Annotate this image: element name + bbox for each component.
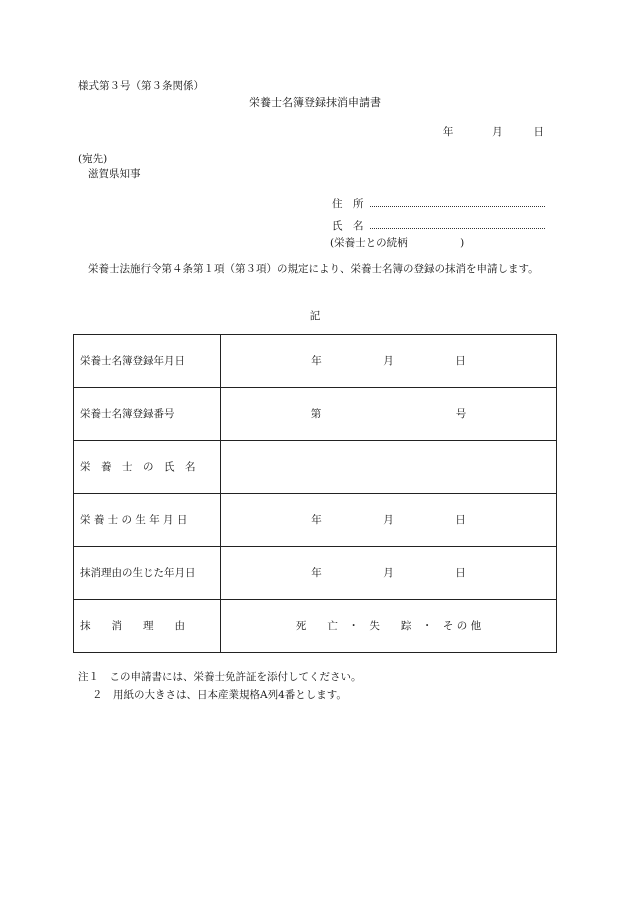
ki-heading: 記: [309, 310, 321, 322]
body-text: 栄養士法施行令第４条第１項（第３項）の規定により、栄養士名簿の登録の抹消を申請します。: [88, 263, 539, 275]
month-mark: 月: [383, 566, 394, 579]
year-mark: 年: [311, 566, 322, 579]
month-mark: 月: [383, 354, 394, 367]
birth-date-cell[interactable]: [221, 494, 557, 547]
row-label: 栄養士名簿登録番号: [74, 388, 221, 441]
table-row: [74, 600, 557, 653]
table-row: [74, 547, 557, 600]
reason-date-cell[interactable]: [221, 547, 557, 600]
number-prefix: 第: [310, 407, 322, 420]
application-date: [443, 125, 544, 139]
date-month: 月: [492, 126, 503, 138]
name-label: 氏 名: [332, 220, 364, 232]
relation-field[interactable]: (栄養士との続柄 ): [330, 237, 465, 249]
table-row: [74, 388, 557, 441]
registration-number-cell[interactable]: [221, 388, 557, 441]
name-field[interactable]: [332, 218, 545, 233]
document-title: 栄養士名簿登録抹消申請書: [249, 96, 381, 109]
form-number: 様式第３号（第３条関係）: [78, 80, 204, 92]
table-row: [74, 441, 557, 494]
table-row: [74, 494, 557, 547]
day-mark: 日: [455, 354, 466, 367]
dietitian-name-cell[interactable]: [221, 441, 557, 494]
addressee-prefix: (宛先): [78, 153, 108, 165]
table-row: [74, 335, 557, 388]
addressee-name: 滋賀県知事: [88, 168, 141, 180]
name-line[interactable]: [370, 218, 545, 229]
record-table: [73, 334, 557, 653]
address-field[interactable]: [332, 196, 545, 211]
number-suffix: 号: [455, 407, 467, 420]
month-mark: 月: [383, 513, 394, 526]
date-year: 年: [442, 126, 454, 138]
date-day: 日: [533, 126, 544, 138]
row-label: 栄 養 士 の 氏 名: [74, 441, 221, 494]
note-1: 注１ この申請書には、栄養士免許証を添付してください。: [78, 671, 362, 683]
address-line[interactable]: [370, 196, 545, 207]
reason-options-cell[interactable]: 死 亡 ・ 失 踪 ・ そ の 他: [221, 600, 557, 653]
year-mark: 年: [311, 513, 322, 526]
day-mark: 日: [455, 566, 466, 579]
year-mark: 年: [311, 354, 322, 367]
note-2: ２ 用紙の大きさは、日本産業規格A列4番とします。: [92, 689, 347, 701]
row-label: 栄 養 士 の 生 年 月 日: [74, 494, 221, 547]
address-label: 住 所: [332, 198, 364, 210]
day-mark: 日: [455, 513, 466, 526]
row-label: 栄養士名簿登録年月日: [74, 335, 221, 388]
row-label: 抹 消 理 由: [74, 600, 221, 653]
row-label: 抹消理由の生じた年月日: [74, 547, 221, 600]
registration-date-cell[interactable]: [221, 335, 557, 388]
